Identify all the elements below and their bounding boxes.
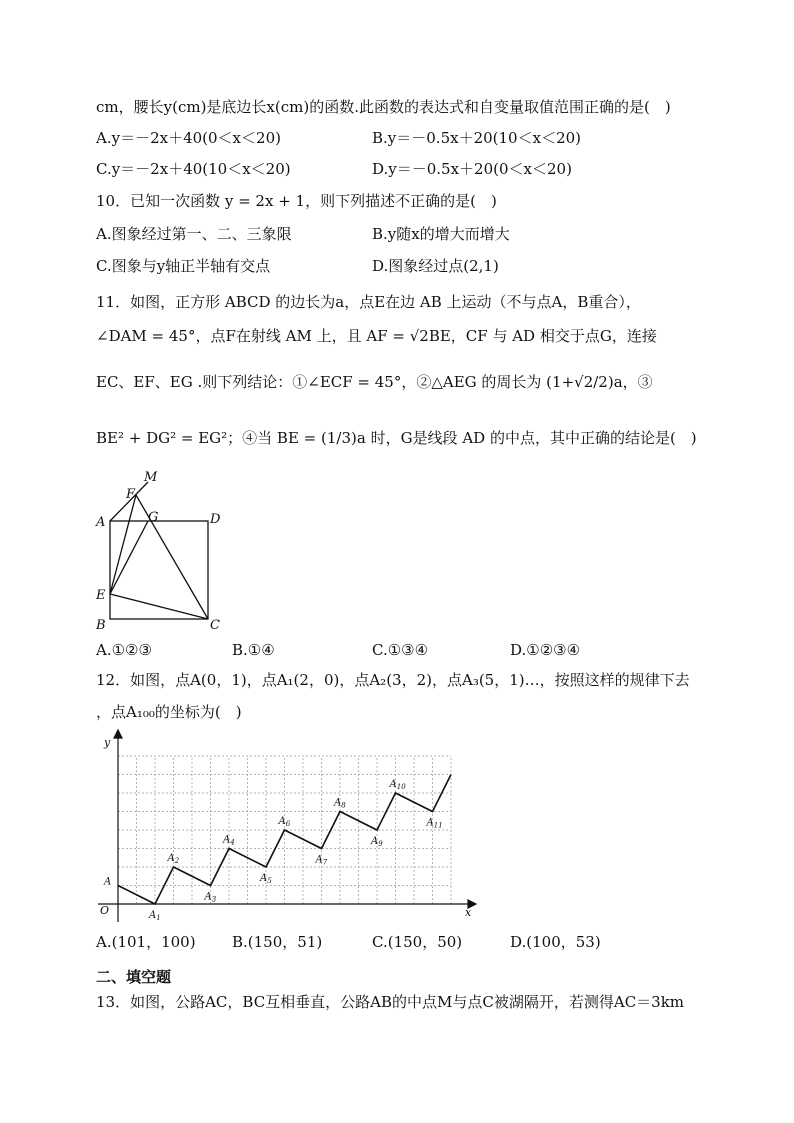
segment-fc — [136, 495, 208, 619]
label-a: A — [96, 515, 106, 530]
q11-line-1: 11．如图，正方形 ABCD 的边长为a，点E在边 AB 上运动（不与点A，B重合）， — [96, 293, 641, 311]
point-label: $A_3$ — [204, 891, 217, 904]
q9-option-d: D.y＝－0.5x＋20(0＜x＜20) — [372, 160, 572, 178]
q11-line-4: BE² + DG² = EG²；④当 BE = (1/3)a 时，G是线段 AD 的中点，其中正确的结论是( ) — [96, 429, 697, 447]
point-label: $A_6$ — [278, 816, 291, 828]
q9-option-b: B.y＝－0.5x＋20(10＜x＜20) — [372, 129, 582, 147]
point-label: $A_1$ — [149, 910, 161, 922]
q10-option-c: C.图象与y轴正半轴有交点 — [96, 257, 271, 275]
q9-option-c: C.y＝－2x＋40(10＜x＜20) — [96, 160, 291, 178]
label-m: M — [144, 470, 158, 485]
point-label: $A_8$ — [334, 797, 346, 810]
point-label: $A_{11}$ — [426, 817, 443, 830]
q11-line-3: EC、EF、EG .则下列结论：①∠ECF = 45°，②△AEG 的周长为 (1+√2/2)a，③ — [96, 373, 653, 391]
q12-option-c: C.(150，50) — [372, 933, 463, 951]
q12-line-2: ，点A₁₀₀的坐标为( ) — [96, 703, 242, 721]
label-g: G — [148, 510, 159, 525]
point-label: $A_5$ — [260, 873, 272, 885]
q11-square-figure — [90, 466, 230, 636]
q9-option-a: A.y＝－2x＋40(0＜x＜20) — [96, 129, 281, 147]
y-axis-label: y — [104, 736, 111, 749]
label-f: F — [126, 487, 136, 502]
segment-fe — [110, 495, 136, 594]
q12-option-b: B.(150，51) — [232, 933, 323, 951]
q10-option-d: D.图象经过点(2,1) — [372, 257, 499, 275]
origin-label: O — [100, 904, 110, 917]
label-e: E — [96, 588, 106, 603]
point-label: $A_9$ — [371, 836, 383, 848]
point-label: $A_7$ — [315, 854, 328, 867]
label-d: D — [210, 512, 221, 527]
point-label: $A_2$ — [167, 853, 180, 865]
section-heading: 二、填空题 — [96, 968, 172, 986]
point-label: A — [104, 876, 112, 888]
x-axis-label: x — [465, 906, 472, 919]
label-b: B — [96, 618, 106, 633]
q12-line-1: 12．如图，点A(0，1)，点A₁(2，0)，点A₂(3，2)，点A₃(5，1)…，按照这样的规律下去 — [96, 671, 690, 689]
point-label: $A_4$ — [223, 834, 235, 847]
q11-option-a: A.①②③ — [96, 641, 152, 659]
q11-line-2: ∠DAM = 45°，点F在射线 AM 上，且 AF = √2BE，CF 与 AD 相交于点G，连接 — [96, 327, 657, 345]
q11-option-b: B.①④ — [232, 641, 275, 659]
segment-ec — [110, 594, 208, 619]
q11-option-c: C.①③④ — [372, 641, 429, 659]
segment-eg — [110, 521, 148, 594]
q12-option-a: A.(101，100) — [96, 933, 196, 951]
label-c: C — [210, 618, 220, 633]
q9-stem: cm，腰长y(cm)是底边长x(cm)的函数.此函数的表达式和自变量取值范围正确的是( ) — [96, 98, 671, 116]
q10-stem: 10．已知一次函数 y = 2x + 1，则下列描述不正确的是( ) — [96, 192, 497, 210]
q10-option-b: B.y随x的增大而增大 — [372, 225, 510, 243]
point-label: $A_{10}$ — [389, 779, 406, 791]
q12-option-d: D.(100，53) — [510, 933, 601, 951]
q13-line-1: 13．如图，公路AC，BC互相垂直，公路AB的中点M与点C被湖隔开，若测得AC＝3km — [96, 993, 685, 1011]
q10-option-a: A.图象经过第一、二、三象限 — [96, 225, 292, 243]
q12-coordinate-graph — [90, 728, 490, 926]
q11-option-d: D.①②③④ — [510, 641, 581, 659]
y-axis-arrow — [114, 730, 122, 738]
